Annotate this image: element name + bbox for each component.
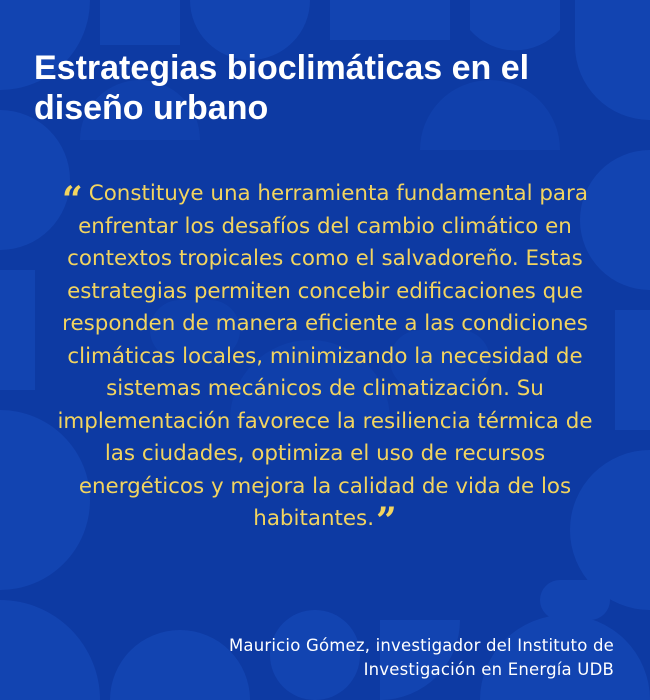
page-title: Estrategias bioclimáticas en el diseño urbano	[34, 49, 530, 127]
close-quote-icon: ”	[376, 500, 397, 542]
attribution	[94, 634, 614, 682]
attribution-line-2: Investigación en Energía UDB	[363, 660, 614, 679]
quote-text: Constituye una herramienta fundamental para enfrentar los desafíos del cambio climático en contextos tropicales como el salvadoreño. Estas estrategias permiten concebir edificaciones que responden de manera eficiente a las condiciones climáticas locales, minimizando la necesidad de sistemas mecánicos de climatización. Su implementación favorece la resiliencia térmica de las ciudades, optimiza el uso de recursos energéticos y mejora la calidad de vida de los habitantes.	[57, 181, 593, 531]
open-quote-icon: “	[62, 179, 83, 221]
attribution-line-1: Mauricio Gómez, investigador del Instituto de	[228, 636, 614, 655]
quote-block	[40, 178, 610, 542]
